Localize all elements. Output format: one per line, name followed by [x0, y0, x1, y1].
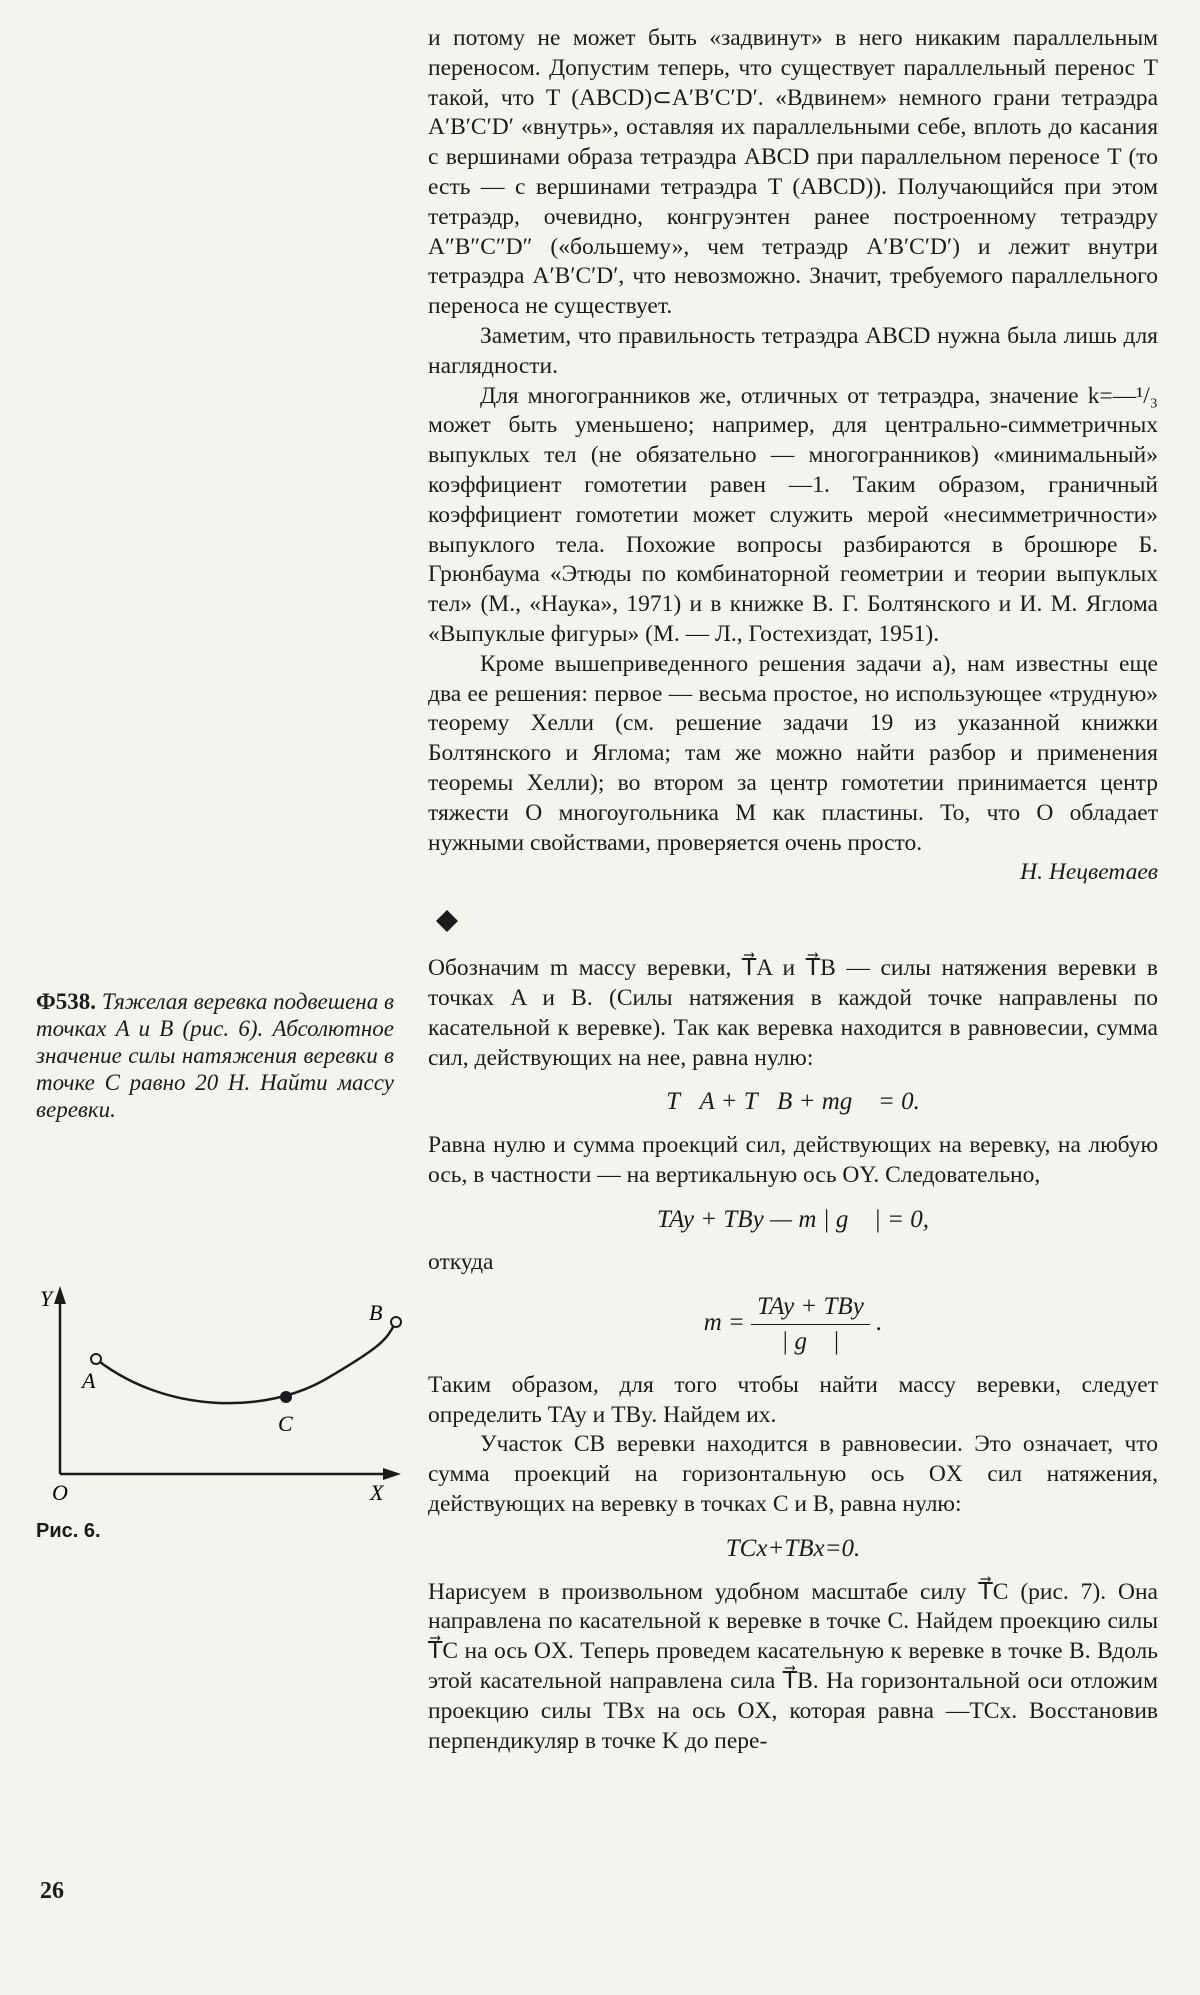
page-number: 26 [40, 1878, 64, 1904]
label-y: Y [40, 1286, 53, 1311]
label-x: X [370, 1480, 384, 1504]
diamond-separator-icon [436, 910, 458, 932]
label-o: O [52, 1480, 68, 1504]
paragraph: Кроме вышеприведенного решения задачи а), нам известны еще два ее решения: первое — весьма простое, но использующее «трудную» теорему Хелли (см. решение задачи 19 из указанной книжки Болтянского и Яглома; там же можно найти разбор и применения теоремы Хелли); во втором за центр гомотетии принимается центр тяжести O многоугольника M как пластины. То, что O обладает нужными свойствами, проверяется очень просто. [428, 650, 1158, 856]
point-a [91, 1354, 101, 1364]
figure-rope [36, 1284, 416, 1504]
equation-fraction [428, 1292, 1158, 1357]
paragraph: Таким образом, для того чтобы найти массу веревки, следует определить TAy и TBy. Найдем их. [428, 1371, 1158, 1428]
main-text-column [428, 24, 1158, 1756]
paragraph: и потому не может быть «задвинут» в него никаким параллельным переносом. Допустим теперь, что существует параллельный перенос T такой, что T (ABCD)⊂A′B′C′D′. «Вдвинем» немного грани тетраэдра A′B′C′D′ «внутрь», оставляя их параллельными себе, вплоть до касания с вершинами образа тетраэдра ABCD при параллельном переносе T (то есть — с вершинами тетраэдра T (ABCD)). Получающийся при этом тетраэдр, очевидно, конгруэнтен ранее построенному тетраэдру A″B″C″D″ («большему», чем тетраэдр A′B′C′D′) и лежит внутри тетраэдра A′B′C′D′, что невозможно. Значит, требуемого параллельного переноса не существует. [428, 25, 1158, 320]
equation: TAy + TBy — m | g⃗ | = 0, [656, 1205, 930, 1233]
problem-text: Тяжелая веревка подвешена в точках A и B (рис. 6). Абсолютное значение силы натяжения веревки в точке C равно 20 Н. Найти массу веревки. [36, 989, 394, 1122]
paragraph: откуда [428, 1249, 494, 1276]
equation: T⃗A + T⃗B + mg⃗ = 0. [666, 1088, 920, 1116]
label-b: B [369, 1300, 383, 1325]
fraction [751, 1292, 870, 1357]
label-c: C [278, 1411, 293, 1436]
paragraph: Заметим, что правильность тетраэдра ABCD нужна была лишь для наглядности. [428, 322, 1158, 379]
author-signature: Н. Нецветаев [1020, 859, 1158, 886]
paragraph: Участок CB веревки находится в равновесии. Это означает, что сумма проекций на горизонтальную ось OX сил натяжения, действующих на веревку в точках C и B, равна нулю: [428, 1431, 1158, 1518]
paragraph: Равна нулю и сумма проекций сил, действующих на веревку, на любую ось, в частности — на вертикальную ось OY. Следовательно, [428, 1132, 1158, 1188]
equation-tail: . [876, 1309, 883, 1337]
equation: TCx+TBx=0. [725, 1534, 861, 1562]
problem-id: Ф538. [36, 989, 97, 1014]
fraction-denominator: | g⃗ | [781, 1328, 840, 1356]
x-axis-arrow-icon [383, 1468, 401, 1480]
paragraph: Для многогранников же, отличных от тетраэдра, значение k=—¹/₃ может быть уменьшено; например, для центрально-симметричных выпуклых тел (не обязательно — многогранников) «минимальный» коэффициент гомотетии равен —1. Таким образом, граничный коэффициент гомотетии может служить мерой «несимметричности» выпуклого тела. Похожие вопросы разбираются в брошюре Б. Грюнбаума «Этюды по комбинаторной геометрии и теории выпуклых тел» (М., «Наука», 1971) и в книжке В. Г. Болтянского и И. М. Яглома «Выпуклые фигуры» (М. — Л., Гостехиздат, 1951). [428, 382, 1158, 647]
problem-statement [36, 988, 394, 1123]
solution-block [428, 954, 1158, 1756]
fraction-numerator: TAy + TBy [751, 1292, 870, 1325]
equation-lhs: m = [703, 1309, 745, 1337]
point-b [391, 1317, 401, 1327]
y-axis-arrow-icon [54, 1286, 66, 1304]
figure-caption: Рис. 6. [36, 1520, 101, 1542]
paragraph: Обозначим m массу веревки, T⃗A и T⃗B — силы натяжения веревки в точках A и B. (Силы натяжения в каждой точке направлены по касательной к веревке). Так как веревка находится в равновесии, сумма сил, действующих на нее, равна нулю: [428, 955, 1158, 1071]
label-a: A [82, 1368, 96, 1393]
paragraph: Нарисуем в произвольном удобном масштабе силу T⃗C (рис. 7). Она направлена по касательной к веревке в точке C. Найдем проекцию силы T⃗C на ось OX. Теперь проведем касательную к веревке в точке B. Вдоль этой касательной направлена сила T⃗B. На горизонтальной оси отложим проекцию силы TBx на ось OX, которая равна —TCx. Восстановив перпендикуляр в точке K до пере- [428, 1578, 1158, 1754]
point-c [280, 1391, 292, 1403]
rope-curve [96, 1322, 396, 1403]
